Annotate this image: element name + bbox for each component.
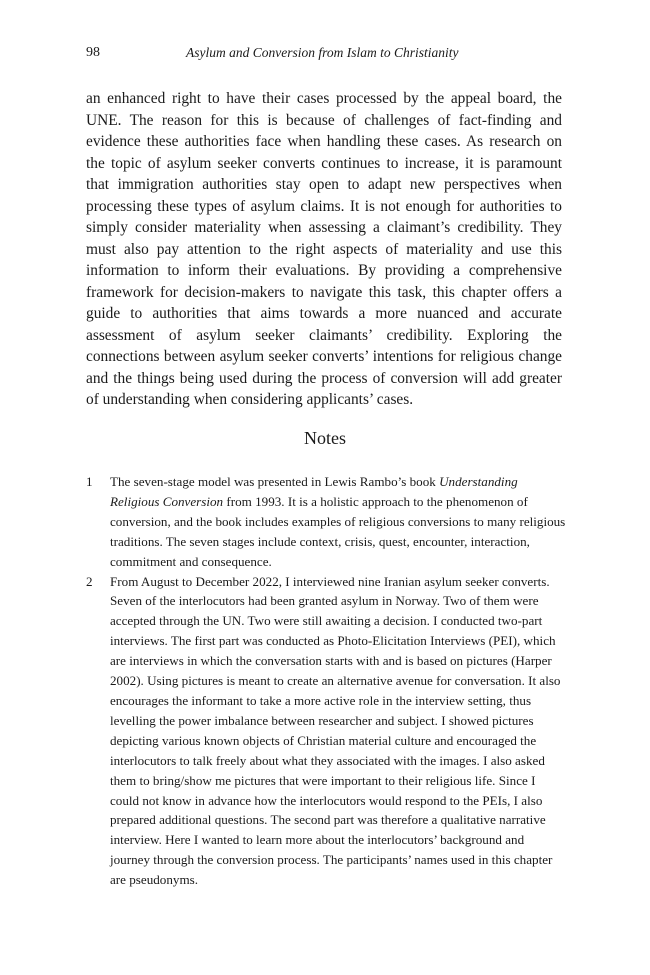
notes-list <box>86 472 566 890</box>
note-1 <box>86 472 566 572</box>
running-title: Asylum and Conversion from Islam to Christianity <box>186 45 459 60</box>
note-text <box>110 472 566 572</box>
body-paragraph: an enhanced right to have their cases processed by the appeal board, the UNE. The reason for this is because of challenges of fact-finding and evidence these authorities face when handling these cases. As research on the topic of asylum seeker converts continues to increase, it is paramount that immigration authorities stay open to adapt new perspectives when processing these types of asylum claims. It is not enough for authorities to simply consider materiality when assessing a claimant’s credibility. They must also pay attention to the right aspects of materiality and use this information to inform their evaluations. By providing a comprehensive framework for decision-makers to navigate this task, this chapter offers a guide to authorities that aims towards a more nuanced and accurate assessment of asylum seeker claimants’ credibility. Exploring the connections between asylum seeker converts’ intentions for religious change and the things being used during the process of conversion will add greater of understanding when considering applicants’ cases. <box>86 90 562 408</box>
book-title-italic: Understanding Religious Conversion <box>110 474 518 509</box>
note-number: 2 <box>86 573 93 589</box>
notes-heading: Notes <box>304 428 346 448</box>
page-header <box>86 45 564 65</box>
note-text: From August to December 2022, I interviewed nine Iranian asylum seeker converts. Seven of the interlocutors had been granted asylum in Norway. Two of them were accepted through the UN. Two were still awaiting a decision. I conducted two-part interviews. The first part was conducted as Photo-Elicitation Interviews (PEI), which are interviews in which the conversation starts with and is based on pictures (Harper 2002). Using pictures is meant to create an alternative avenue for conversation. It also encourages the informant to take a more active role in the interview setting, thus levelling the power imbalance between researcher and subject. I showed pictures depicting various known objects of Christian material culture and encouraged the interlocutors to talk freely about what they associated with the images. I also asked them to bring/show me pictures that were important to their religious life. Since I could not know in advance how the interlocutors would respond to the PEIs, I also prepared additional questions. The second part was therefore a qualitative narrative interview. Here I wanted to learn more about the interlocutors’ background and journey through the conversion process. The participants’ names used in this chapter are pseudonyms. <box>110 573 561 888</box>
note-number: 1 <box>86 474 93 489</box>
page-number: 98 <box>86 45 100 60</box>
note-2 <box>86 572 566 891</box>
note-text-before: The seven-stage model was presented in Lewis Rambo’s book <box>110 474 440 489</box>
note-text-after: from 1993. It is a holistic approach to the phenomenon of conversion, and the book includes examples of religious conversions to many religious traditions. The seven stages include context, crisis, quest, encounter, interaction, commitment and consequence. <box>110 493 566 569</box>
